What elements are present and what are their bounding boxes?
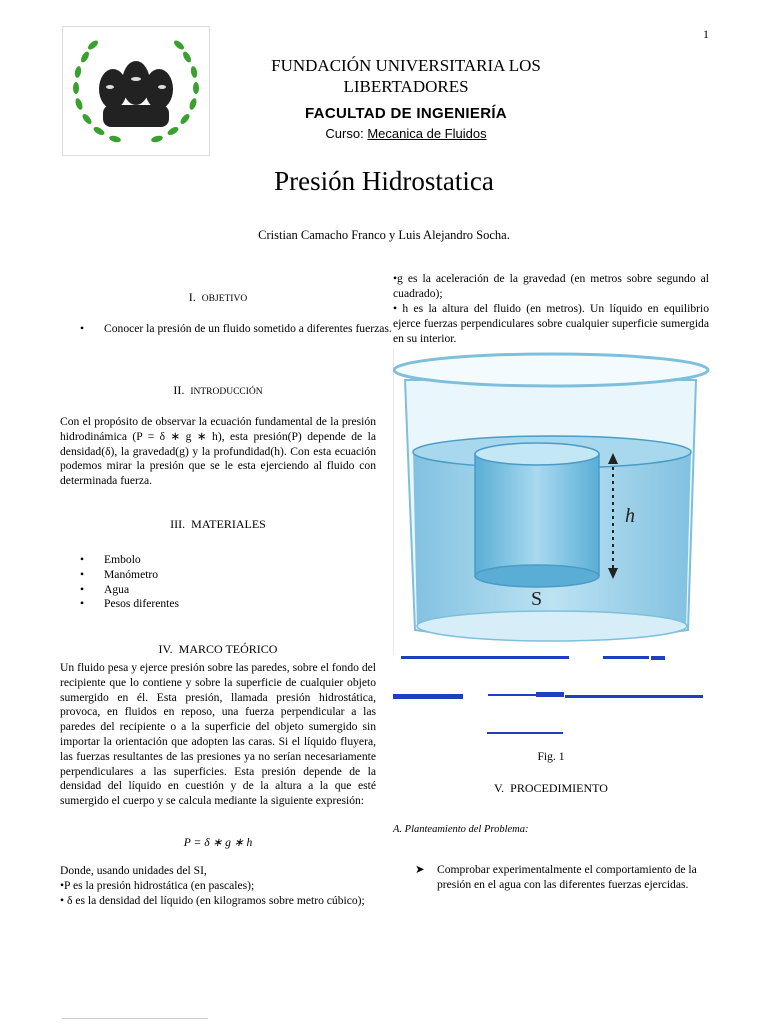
footer-rule [62, 1018, 208, 1019]
objetivo-list [78, 322, 402, 337]
section-title: MARCO TEÓRICO [178, 642, 278, 656]
rule-artifact [401, 656, 569, 659]
units-intro: Donde, usando unidades del SI, [60, 864, 207, 877]
course-name: Mecanica de Fluidos [367, 126, 487, 141]
section-title: INTRODUCCIÓN [190, 387, 263, 397]
section-number: V. [494, 781, 505, 795]
definition-density: • δ es la densidad del líquido (en kilogramos sobre metro cúbico); [60, 894, 365, 907]
figure-caption: Fig. 1 [537, 750, 565, 763]
section-title: OBJETIVO [201, 294, 248, 304]
list-item: • Manómetro [104, 568, 402, 583]
university-logo [62, 26, 210, 156]
definition-h: • h es la altura del fluido (en metros). Un líquido en equilibrio ejerce fuerzas perpendiculares sobre cualquier superficie sumergida en su interior. [393, 302, 709, 345]
procedure-item [415, 863, 715, 893]
rule-artifact [393, 694, 463, 699]
paper-title: Presión Hidrostatica [274, 166, 494, 196]
marco-text: Un fluido pesa y ejerce presión sobre las paredes, sobre el fondo del recipiente que lo contiene y sobre la superficie de cualquier objeto sumergido en él. Esta presión, llamada presión hidrostática, provoca, en fluidos en reposo, una fuerza perpendicular a las paredes del recipiente o a la superficie del objeto sumergido sin importar la orientación que adopten las caras. Si el líquido fluyera, las fuerzas resultantes de las presiones ya no serían necesariamente perpendiculares a las superficies. Esta presión depende de la densidad del líquido en cuestión y de la altura a la que esté sumergido el cuerpo y se calcula mediante la siguiente expresión: [60, 661, 376, 808]
arrow-bullet-icon: ➤ [415, 863, 425, 876]
formula: P = δ ∗ g ∗ h [183, 836, 253, 849]
section-objetivo-heading [60, 290, 376, 305]
rule-artifact [565, 695, 703, 698]
procedure-text: Comprobar experimentalmente el comportamiento de la presión en el agua con las diferentes fuerzas ejercidas. [437, 863, 697, 891]
rule-artifact [651, 656, 665, 660]
figure-label-s: S [531, 588, 543, 610]
section-number: II. [173, 383, 185, 397]
list-item: • Conocer la presión de un fluido sometido a diferentes fuerzas. [104, 322, 402, 337]
section-number: IV. [158, 642, 173, 656]
figure-beaker [393, 350, 715, 740]
page-number: 1 [703, 27, 709, 41]
list-item: • Agua [104, 583, 402, 598]
faculty-name: FACULTAD DE INGENIERÍA [305, 105, 507, 122]
section-title: PROCEDIMIENTO [510, 781, 608, 795]
definition-p: •P es la presión hidrostática (en pascales); [60, 879, 255, 892]
section-marco-heading [60, 642, 376, 657]
section-introduccion-heading [60, 383, 376, 398]
section-number: III. [170, 517, 186, 531]
rule-artifact [536, 692, 564, 697]
introduccion-text: Con el propósito de observar la ecuación fundamental de la presión hidrodinámica (P = δ ∗ g ∗ h), esta presión(P) depende de la densidad(δ), la gravedad(g) y la profundidad(h). Con esta ecuación podemos mirar la presión que se le esta ejerciendo al fluido con determinada fuerza. [60, 415, 376, 488]
rule-artifact [488, 694, 536, 696]
subsection-heading: A. Planteamiento del Problema: [393, 824, 529, 835]
institution-name: FUNDACIÓN UNIVERSITARIA LOS LIBERTADORES [271, 56, 541, 96]
section-title: MATERIALES [191, 517, 266, 531]
rule-artifact [487, 732, 563, 734]
rule-artifact [603, 656, 649, 659]
course-label: Curso: [325, 126, 364, 141]
section-procedimiento-heading [393, 781, 709, 796]
section-materiales-heading [60, 517, 376, 532]
authors: Cristian Camacho Franco y Luis Alejandro Socha. [258, 228, 510, 242]
course-line [216, 126, 596, 141]
definition-g: •g es la aceleración de la gravedad (en metros sobre segundo al cuadrado); [393, 272, 709, 300]
section-number: I. [188, 290, 196, 304]
materiales-list [78, 553, 402, 612]
list-item: • Pesos diferentes [104, 597, 402, 612]
list-item: • Embolo [104, 553, 402, 568]
figure-label-h: h [625, 505, 635, 527]
